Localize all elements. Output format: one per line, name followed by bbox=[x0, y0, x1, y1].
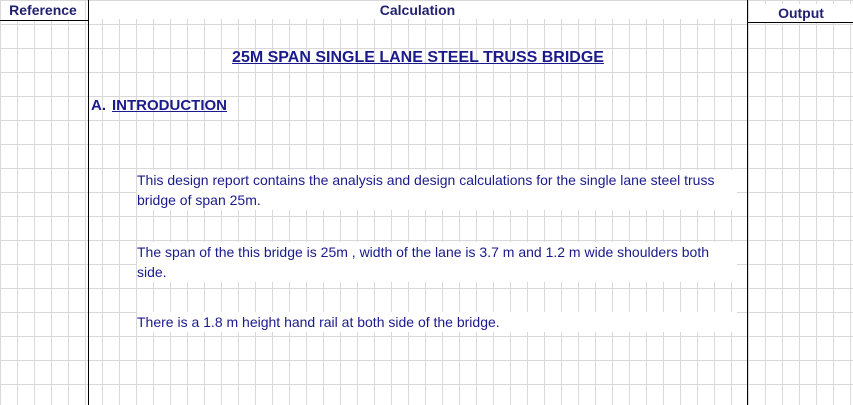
header-output: Output bbox=[749, 4, 853, 22]
section-number: A. bbox=[91, 97, 106, 114]
paragraph-report-scope: This design report contains the analysis and design calculations for the single lane steel truss bridge of span 25m. bbox=[137, 170, 737, 210]
header-calculation: Calculation bbox=[90, 1, 745, 19]
header-reference: Reference bbox=[1, 1, 85, 19]
paragraph-hand-rail: There is a 1.8 m height hand rail at both side of the bridge. bbox=[137, 312, 737, 332]
header-underline-left bbox=[0, 20, 89, 21]
column-divider-output bbox=[747, 0, 748, 405]
section-heading bbox=[91, 97, 227, 114]
paragraph-span-width: The span of the this bridge is 25m , width of the lane is 3.7 m and 1.2 m wide shoulders both side. bbox=[137, 242, 737, 282]
header-underline-right bbox=[747, 22, 853, 23]
document-title: 25M SPAN SINGLE LANE STEEL TRUSS BRIDGE bbox=[232, 49, 604, 66]
section-title: INTRODUCTION bbox=[112, 97, 227, 114]
